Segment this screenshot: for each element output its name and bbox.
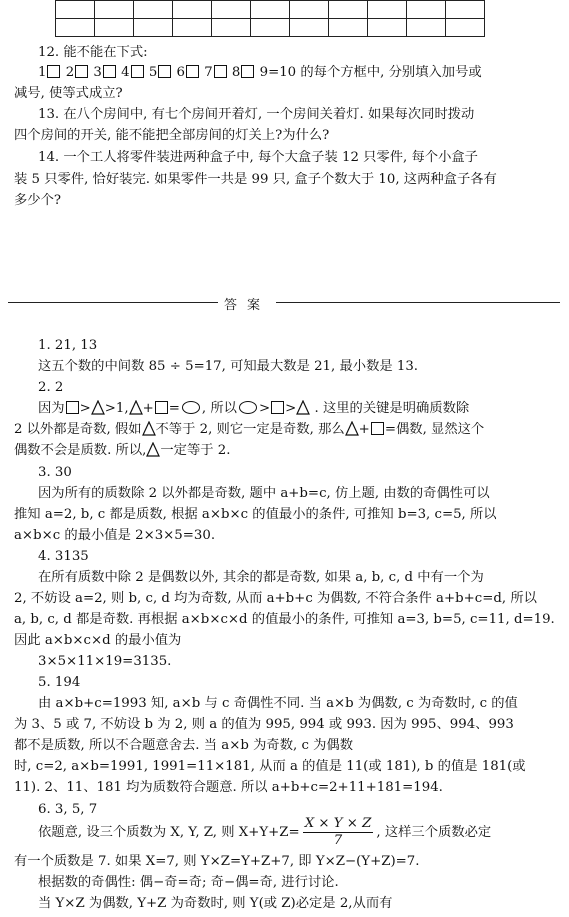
answer-5-line-5: 11). 2、11、181 均为质数符合题意. 所以 a+b+c=2+11+181=194. xyxy=(14,780,443,795)
triangle-icon xyxy=(296,400,310,415)
triangle-icon xyxy=(129,400,143,415)
q12-heading: 12. 能不能在下式: xyxy=(38,45,148,60)
answer-4-line-2: 2, 不妨设 a=2, 则 b, c, d 均为奇数, 从而 a+b+c 为偶数, 不符合条件 a+b+c=d, 所以 xyxy=(14,591,537,606)
blank-square-icon xyxy=(131,65,144,78)
q14-line-3: 多少个? xyxy=(14,193,62,208)
q13-line-2: 四个房间的开关, 能不能把全部房间的灯关上?为什么? xyxy=(14,128,330,143)
answer-6-line-2: 有一个质数是 7. 如果 X=7, 则 Y×Z=Y+Z+7, 即 Y×Z−(Y+Z)=7. xyxy=(14,854,420,869)
answer-5-line-1: 由 a×b+c=1993 知, a×b 与 c 奇偶性不同. 当 a×b 为偶数, c 为奇数时, c 的值 xyxy=(38,696,518,711)
circle-icon xyxy=(239,401,257,414)
answer-5-title: 5. 194 xyxy=(38,675,81,690)
digit: 5 xyxy=(148,65,158,80)
answer-2-line-3: 偶数不会是质数. 所以, 一定等于 2. xyxy=(14,443,231,458)
digit: 8 xyxy=(231,65,241,80)
digit: 2 xyxy=(65,65,75,80)
answer-4-line-1: 在所有质数中除 2 是偶数以外, 其余的都是奇数, 如果 a, b, c, d 中有一个为 xyxy=(38,570,484,585)
triangle-icon xyxy=(146,442,160,457)
table-row xyxy=(56,1,485,19)
answer-1-title: 1. 21, 13 xyxy=(38,338,98,353)
answer-4-line-5: 3×5×11×19=3135. xyxy=(38,654,172,669)
digit: 6 xyxy=(176,65,185,80)
answer-6-title: 6. 3, 5, 7 xyxy=(38,802,98,817)
digit: 7 xyxy=(204,65,213,80)
answer-2-title: 2. 2 xyxy=(38,380,64,395)
q14-line-1: 14. 一个工人将零件装进两种盒子中, 每个大盒子装 12 只零件, 每个小盒子 xyxy=(38,150,478,165)
blank-square-icon xyxy=(241,65,254,78)
blank-square-icon xyxy=(214,65,227,78)
square-icon xyxy=(66,401,79,414)
answer-5-line-3: 都不是质数, 所以不合题意舍去. 当 a×b 为奇数, c 为偶数 xyxy=(14,738,354,753)
answer-4-title: 4. 3135 xyxy=(38,549,89,564)
blank-square-icon xyxy=(186,65,199,78)
blank-square-icon xyxy=(75,65,88,78)
q14-line-2: 装 5 只零件, 恰好装完. 如果零件一共是 99 只, 盒子个数大于 10, 这两种盒子各有 xyxy=(14,172,497,187)
answer-3-title: 3. 30 xyxy=(38,465,72,480)
digit: 3 xyxy=(93,65,102,80)
answer-2-line-1: 因为 > >1, + = , 所以 > > . 这里的关键是明确质数除 xyxy=(38,401,470,416)
blank-square-icon xyxy=(158,65,171,78)
digit: 1 xyxy=(38,65,47,80)
answer-label: 答案 xyxy=(218,294,276,313)
answer-6-line-3: 根据数的奇偶性: 偶−奇=奇; 奇−偶=奇, 进行讨论. xyxy=(38,875,339,890)
answer-grid-table xyxy=(55,0,485,37)
blank-square-icon xyxy=(103,65,116,78)
square-icon xyxy=(155,401,168,414)
triangle-icon xyxy=(91,400,105,415)
answer-5-line-2: 为 3、5 或 7, 不妨设 b 为 2, 则 a 的值为 995, 994 或 993. 因为 995、994、993 xyxy=(14,717,514,732)
equation-tail: 9=10 的每个方框中, 分别填入加号或 xyxy=(259,65,482,80)
triangle-icon xyxy=(345,421,359,436)
answer-2-line-2: 2 以外都是奇数, 假如 不等于 2, 则它一定是奇数, 那么 + =偶数, 显然这个 xyxy=(14,422,485,437)
square-icon xyxy=(271,401,284,414)
answer-4-line-4: 因此 a×b×c×d 的最小值为 xyxy=(14,633,182,648)
digit: 4 xyxy=(121,65,130,80)
circle-icon xyxy=(182,401,200,414)
square-icon xyxy=(371,422,384,435)
answer-5-line-4: 时, c=2, a×b=1991, 1991=11×181, 从而 a 的值是 11(或 181), b 的值是 181(或 xyxy=(14,759,526,774)
q13-line-1: 13. 在八个房间中, 有七个房间开着灯, 一个房间关着灯. 如果每次同时拨动 xyxy=(38,107,475,122)
answer-3-line-3: a×b×c 的最小值是 2×3×5=30. xyxy=(14,528,216,543)
divider xyxy=(8,302,218,303)
q12-tail: 减号, 使等式成立? xyxy=(14,86,123,101)
fraction: $\frac{X \times Y \times Z}{7}$ xyxy=(304,816,372,848)
answer-3-line-2: 推知 a=2, b, c 都是质数, 根据 a×b×c 的值最小的条件, 可推知 b=3, c=5, 所以 xyxy=(14,507,497,522)
table-row xyxy=(56,19,485,37)
divider xyxy=(270,302,560,303)
answer-1-body: 这五个数的中间数 85 ÷ 5=17, 可知最大数是 21, 最小数是 13. xyxy=(38,359,419,374)
q12-equation xyxy=(38,64,482,82)
triangle-icon xyxy=(142,421,156,436)
blank-square-icon xyxy=(47,65,60,78)
answer-6-line-4: 当 Y×Z 为偶数, Y+Z 为奇数时, 则 Y(或 Z)必定是 2,从而有 xyxy=(38,896,393,911)
answer-4-line-3: a, b, c, d 都是奇数. 再根据 a×b×c×d 的值最小的条件, 可推知 a=3, b=5, c=11, d=19. xyxy=(14,612,555,627)
answer-6-line-1: 依题意, 设三个质数为 X, Y, Z, 则 X+Y+Z= $\frac{X \times Y \times Z}{7}$ , 这样三个质数必定 xyxy=(38,816,492,848)
answer-3-line-1: 因为所有的质数除 2 以外都是奇数, 题中 a+b=c, 仿上题, 由数的奇偶性可以 xyxy=(38,486,490,501)
